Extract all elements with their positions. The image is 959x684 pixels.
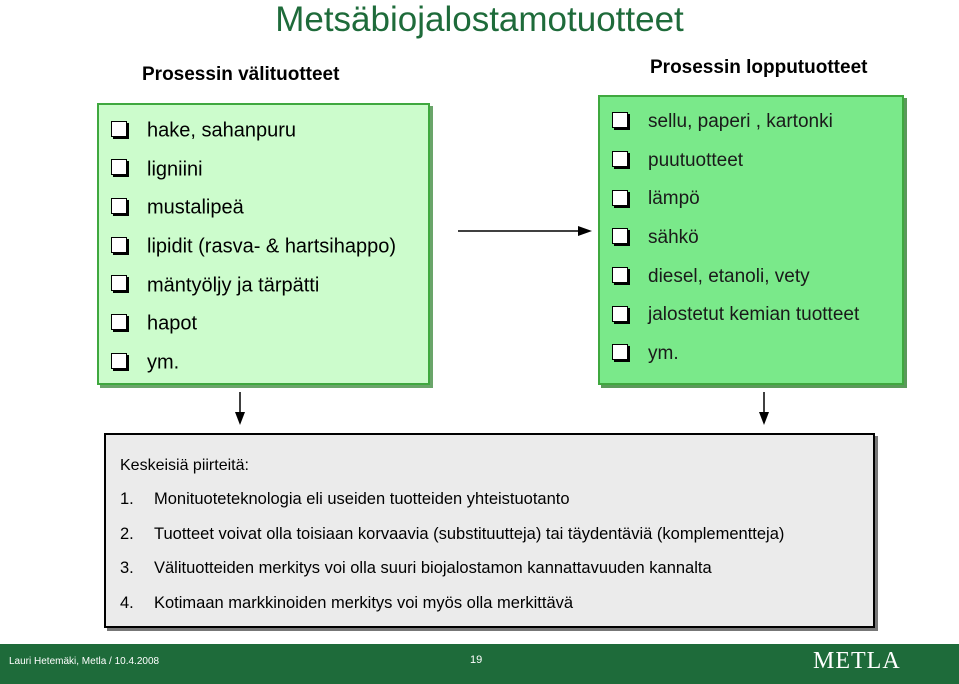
list-item: mustalipeä [111,188,396,227]
list-item: sellu, paperi , kartonki [612,103,859,142]
list-item: lipidit (rasva- & hartsihappo) [111,227,396,266]
page-number: 19 [470,654,483,666]
list-item: sähkö [612,219,859,258]
list-item: lämpö [612,180,859,219]
list-item: jalostetut kemian tuotteet [612,296,859,335]
key-features-box [104,433,875,628]
list-item: ym. [111,343,396,382]
list-item: 2. Tuotteet voivat olla toisiaan korvaavia (substituutteja) tai täydentäviä (komplementteja) [120,524,785,543]
list-item: diesel, etanoli, vety [612,258,859,297]
list-item: 4. Kotimaan markkinoiden merkitys voi myös olla merkittävä [120,593,574,612]
list-item: mäntyöljy ja tärpätti [111,266,396,305]
footer-bar [0,644,959,684]
list-item: hake, sahanpuru [111,111,396,150]
list-item: 1. Monituoteteknologia eli useiden tuotteiden yhteistuotanto [120,490,570,508]
right-header: Prosessin lopputuotteet [650,57,868,78]
left-header: Prosessin välituotteet [142,64,340,85]
list-item: 3. Välituotteiden merkitys voi olla suuri biojalostamon kannattavuuden kannalta [120,559,712,577]
down-arrow-right-icon [759,392,769,425]
down-arrow-left-icon [235,392,245,425]
list-item: ligniini [111,150,396,189]
slide-title: Metsäbiojalostamotuotteet [275,0,684,39]
list-item: ym. [612,335,859,374]
features-title: Keskeisiä piirteitä: [120,457,249,474]
list-item: hapot [111,304,396,343]
right-arrow-icon [458,226,592,236]
footer-author: Lauri Hetemäki, Metla / 10.4.2008 [9,656,160,667]
metla-logo: METLA [813,648,901,674]
list-item: puutuotteet [612,142,859,181]
